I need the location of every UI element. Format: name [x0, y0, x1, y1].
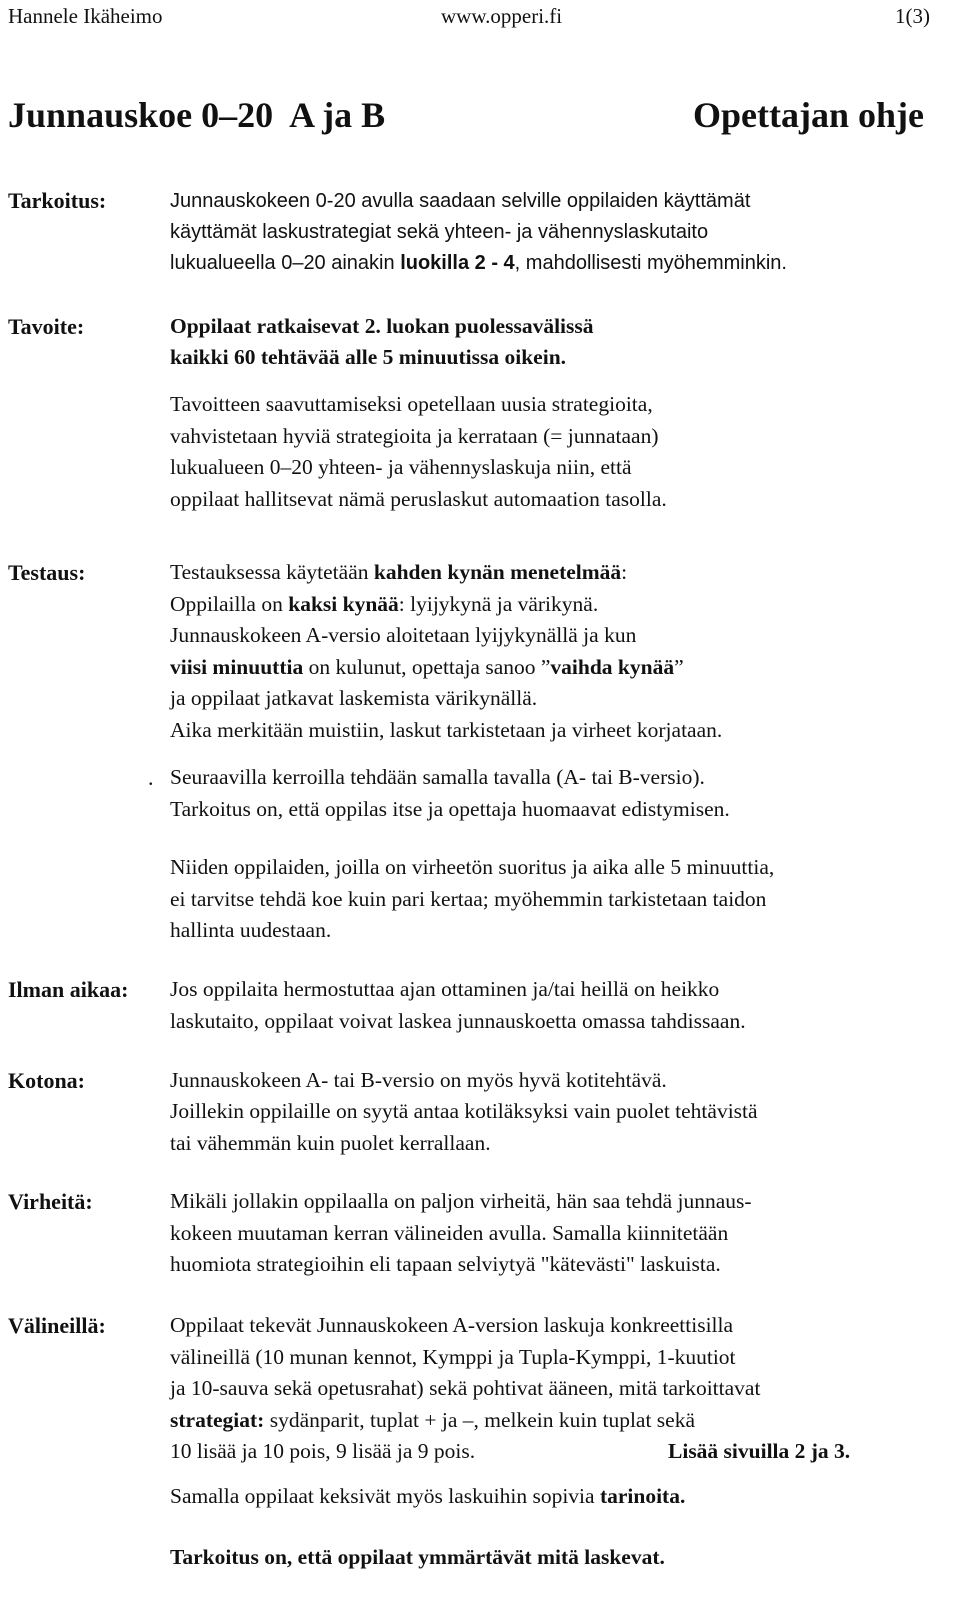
tavoite-goal-line-1: Oppilaat ratkaisevat 2. luokan puolessavälissä — [170, 314, 594, 338]
testaus-line-3: Junnauskokeen A-versio aloitetaan lyijykynällä ja kun — [170, 623, 637, 647]
tavoite-line-5: lukualueen 0–20 yhteen- ja vähennyslaskuja niin, että — [170, 455, 632, 479]
label-valineilla: Välineillä: — [8, 1313, 106, 1338]
testaus-line-2 — [170, 589, 598, 621]
label-ilman-aikaa: Ilman aikaa: — [8, 977, 129, 1002]
header-page-number: 1(3) — [895, 4, 930, 28]
testaus-line-6: Aika merkitään muistiin, laskut tarkistetaan ja virheet korjataan. — [170, 718, 723, 742]
virheita-line-1: Mikäli jollakin oppilaalla on paljon virheitä, hän saa tehdä junnaus- — [170, 1189, 752, 1213]
tavoite-line-3: Tavoitteen saavuttamiseksi opetellaan uusia strategioita, — [170, 392, 653, 416]
testaus-line-1c: : — [621, 560, 628, 584]
tarkoitus-line-3a: lukualueella 0–20 ainakin — [170, 252, 401, 274]
label-virheita: Virheitä: — [8, 1189, 93, 1214]
tarkoitus-line-2: käyttämät laskustrategiat sekä yhteen- ja vähennyslaskutaito — [170, 221, 709, 243]
valineilla-line-3: ja 10-sauva sekä opetusrahat) sekä pohtivat ääneen, mitä tarkoittavat — [170, 1376, 761, 1400]
kotona-line-1: Junnauskokeen A- tai B-versio on myös hyvä kotitehtävä. — [170, 1068, 667, 1092]
testaus-line-2c: : lyijykynä ja värikynä. — [398, 592, 599, 616]
valineilla-stories: tarinoita. — [599, 1484, 686, 1508]
testaus-five-minutes: viisi minuuttia — [170, 655, 304, 679]
tarkoitus-line-3 — [170, 248, 787, 280]
tavoite-line-4: vahvistetaan hyviä strategioita ja kerrataan (= junnataan) — [170, 424, 659, 448]
label-tavoite: Tavoite: — [8, 314, 85, 339]
header-website[interactable]: www.opperi.fi — [441, 4, 563, 28]
testaus-line-2a: Oppilailla on — [170, 592, 289, 616]
testaus-line-8: Tarkoitus on, että oppilas itse ja opettaja huomaavat edistymisen. — [170, 797, 730, 821]
valineilla-line-2: välineillä (10 munan kennot, Kymppi ja Tupla-Kymppi, 1-kuutiot — [170, 1345, 736, 1369]
testaus-line-1a: Testauksessa käytetään — [170, 560, 374, 584]
testaus-line-1 — [170, 557, 627, 589]
testaus-line-9: Niiden oppilaiden, joilla on virheetön suoritus ja aika alle 5 minuuttia, — [170, 855, 775, 879]
tarkoitus-grades: luokilla 2 - 4 — [400, 252, 515, 274]
kotona-line-3: tai vähemmän kuin puolet kerrallaan. — [170, 1131, 491, 1155]
valineilla-more-pages: Lisää sivuilla 2 ja 3. — [668, 1439, 851, 1463]
virheita-line-3: huomiota strategioihin eli tapaan selviytyä "kätevästi" laskuista. — [170, 1252, 721, 1276]
testaus-line-7: Seuraavilla kerroilla tehdään samalla tavalla (A- tai B-versio). — [170, 765, 705, 789]
tarkoitus-line-3c: , mahdollisesti myöhemminkin. — [514, 252, 787, 274]
label-kotona: Kotona: — [8, 1068, 85, 1093]
tavoite-line-6: oppilaat hallitsevat nämä peruslaskut automaation tasolla. — [170, 487, 667, 511]
testaus-line-4 — [170, 652, 684, 684]
page-header — [8, 4, 930, 34]
testaus-line-10: ei tarvitse tehdä koe kuin pari kertaa; myöhemmin tarkistetaan taidon — [170, 887, 767, 911]
title-main: Junnauskoe 0–20 A ja B — [8, 95, 386, 135]
valineilla-conclusion: Tarkoitus on, että oppilaat ymmärtävät mitä laskevat. — [170, 1545, 665, 1569]
valineilla-line-6a: Samalla oppilaat keksivät myös laskuihin sopivia — [170, 1484, 600, 1508]
testaus-line-4b: on kulunut, opettaja sanoo ” — [303, 655, 551, 679]
header-author: Hannele Ikäheimo — [8, 4, 163, 28]
valineilla-line-4b: sydänparit, tuplat + ja –, melkein kuin tuplat sekä — [264, 1408, 696, 1432]
valineilla-line-4 — [170, 1405, 695, 1437]
tarkoitus-line-1: Junnauskokeen 0-20 avulla saadaan selville oppilaiden käyttämät — [170, 190, 751, 212]
ilman-line-2: laskutaito, oppilaat voivat laskea junnauskoetta omassa tahdissaan. — [170, 1009, 746, 1033]
testaus-line-11: hallinta uudestaan. — [170, 918, 332, 942]
testaus-two-pen-method: kahden kynän menetelmää — [373, 560, 622, 584]
label-testaus: Testaus: — [8, 560, 86, 585]
ilman-line-1: Jos oppilaita hermostuttaa ajan ottaminen ja/tai heillä on heikko — [170, 977, 720, 1001]
valineilla-strategies-label: strategiat: — [170, 1408, 265, 1432]
testaus-change-pen: vaihda kynää — [550, 655, 675, 679]
virheita-line-2: kokeen muutaman kerran välineiden avulla. Samalla kiinnitetään — [170, 1221, 729, 1245]
valineilla-line-6 — [170, 1481, 685, 1513]
document-title — [8, 94, 924, 144]
label-tarkoitus: Tarkoitus: — [8, 188, 107, 213]
tavoite-goal-line-2: kaikki 60 tehtävää alle 5 minuutissa oikein. — [170, 345, 567, 369]
valineilla-line-5a: 10 lisää ja 10 pois, 9 lisää ja 9 pois. — [170, 1439, 476, 1463]
testaus-dot: . — [148, 765, 154, 790]
testaus-line-5: ja oppilaat jatkavat laskemista värikynällä. — [170, 686, 538, 710]
title-subtitle: Opettajan ohje — [693, 95, 924, 135]
valineilla-line-1: Oppilaat tekevät Junnauskokeen A-version laskuja konkreettisilla — [170, 1313, 734, 1337]
testaus-two-pens: kaksi kynää — [288, 592, 399, 616]
testaus-line-4d: ” — [674, 655, 684, 679]
kotona-line-2: Joillekin oppilaille on syytä antaa kotiläksyksi vain puolet tehtävistä — [170, 1099, 758, 1123]
